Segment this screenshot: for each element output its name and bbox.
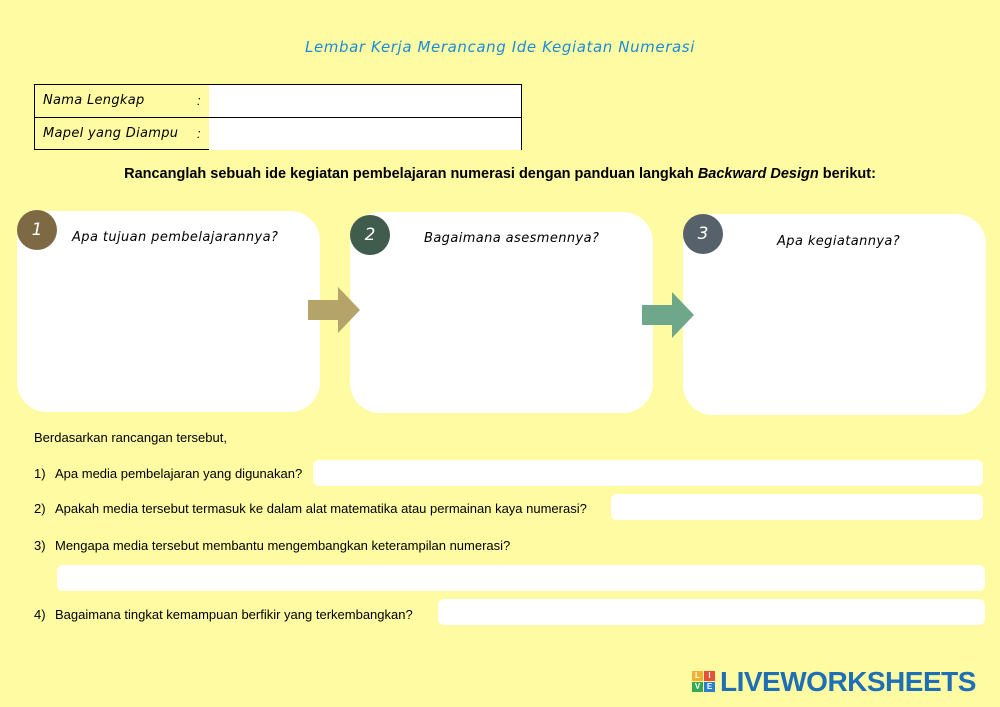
logo-letter-i: I [704,671,715,681]
name-colon: : [197,93,201,108]
logo-letter-l: L [692,671,703,681]
instruction-prefix: Rancanglah sebuah ide kegiatan pembelajaran numerasi dengan panduan langkah [124,166,698,182]
logo-letter-e: E [704,682,715,692]
question-1-text: Apa media pembelajaran yang digunakan? [55,466,303,481]
right-arrow-icon [308,287,360,333]
subject-colon: : [197,126,201,141]
followup-intro: Berdasarkan rancangan tersebut, [34,430,227,445]
instruction-text [0,166,1000,182]
step-1-badge: 1 [17,210,57,250]
question-1-answer-input[interactable] [313,460,983,486]
question-3-answer-input[interactable] [57,565,985,591]
name-label: Nama Lengkap [43,93,145,108]
identity-row-subject [35,118,521,150]
question-4-answer-input[interactable] [438,599,985,625]
question-4-number: 4) [34,607,46,622]
subject-input[interactable] [209,118,521,150]
logo-blocks-icon [692,671,718,693]
step-1-question: Apa tujuan pembelajarannya? [72,230,279,245]
question-2-number: 2) [34,501,46,516]
instruction-emphasis: Backward Design [697,166,819,182]
question-2-text: Apakah media tersebut termasuk ke dalam alat matematika atau permainan kaya numerasi? [55,501,587,516]
identity-table [34,84,522,150]
question-1-number: 1) [34,466,46,481]
step-3-badge: 3 [683,214,723,254]
question-3-text: Mengapa media tersebut membantu mengembangkan keterampilan numerasi? [55,538,511,553]
step-2-question: Bagaimana asesmennya? [424,231,600,246]
subject-label: Mapel yang Diampu [43,126,179,141]
worksheet-title: Lembar Kerja Merancang Ide Kegiatan Numerasi [305,38,695,56]
question-4-text: Bagaimana tingkat kemampuan berfikir yang terkembangkan? [55,607,413,622]
question-3-number: 3) [34,538,46,553]
instruction-suffix: berikut: [818,166,876,182]
identity-row-name [35,85,521,118]
step-3-question: Apa kegiatannya? [777,234,901,249]
step-2-badge: 2 [350,215,390,255]
right-arrow-icon [642,292,694,338]
name-input[interactable] [209,85,521,117]
logo-text: LIVEWORKSHEETS [720,666,976,697]
question-2-answer-input[interactable] [611,494,983,520]
logo-letter-v: V [692,682,703,692]
